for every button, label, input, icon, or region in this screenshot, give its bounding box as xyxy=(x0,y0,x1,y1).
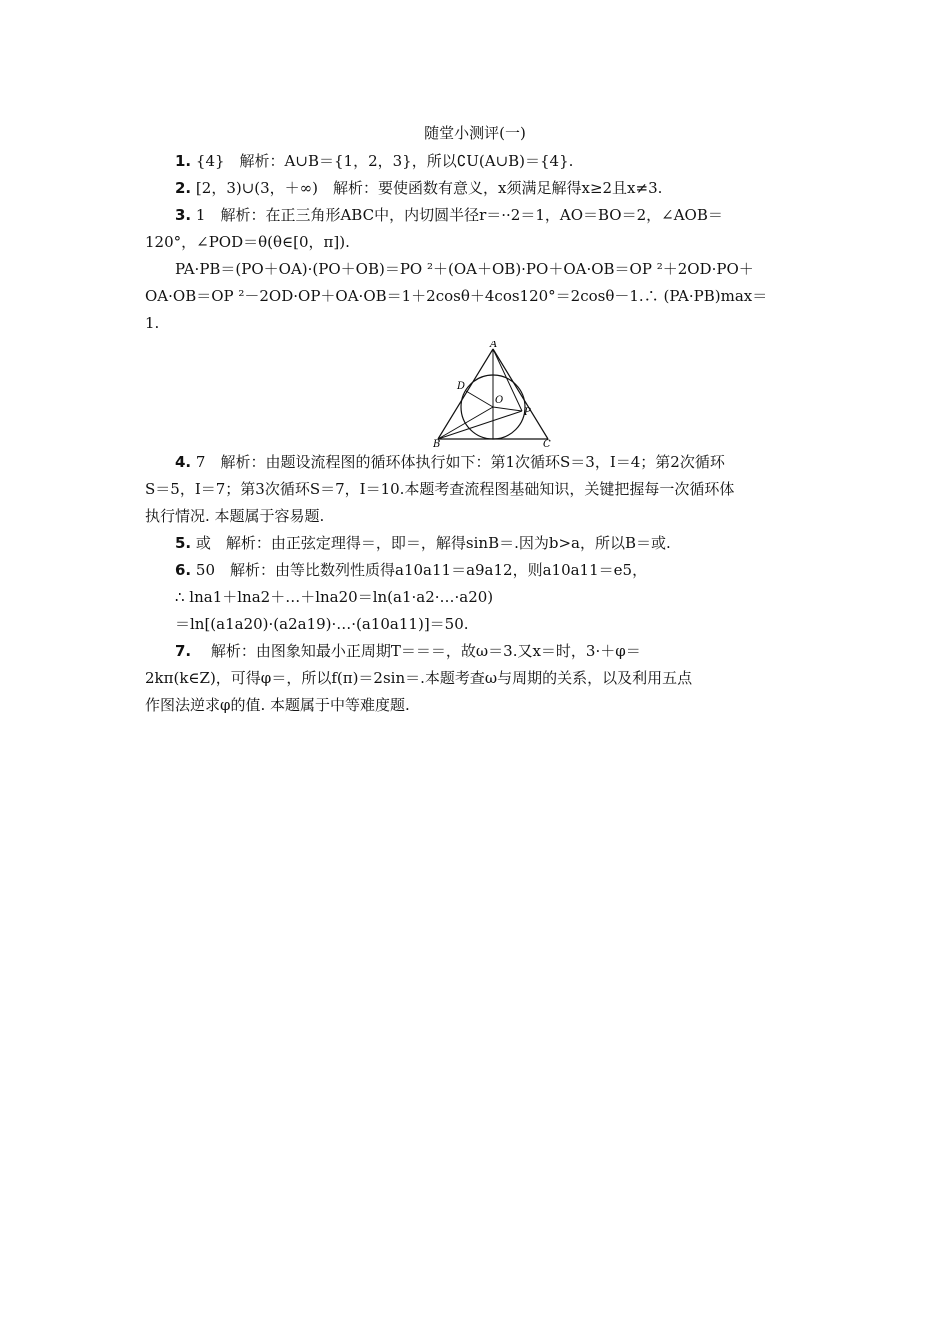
item-number: 4. xyxy=(175,453,192,471)
solution-text: 解析：由图象知最小正周期T＝＝＝，故ω＝3.又x＝时，3·＋φ＝ xyxy=(195,642,641,660)
solution-2 xyxy=(145,175,805,202)
solution-line xyxy=(145,449,805,476)
solution-line: ∴ lna1＋lna2＋…＋lna20＝ln(a1·a2·…·a20) xyxy=(175,588,494,606)
label-D: D xyxy=(457,381,466,392)
solution-text: {4} 解析：A∪B＝{1，2，3}，所以∁U(A∪B)＝{4}. xyxy=(195,152,574,170)
incircle-figure xyxy=(145,341,805,449)
solution-line: OA·OB＝OP ²－2OD·OP＋OA·OB＝1＋2cosθ＋4cos120°＝2cosθ－1.∴ (PA·PB)max＝ xyxy=(145,287,768,305)
solution-text: 50 解析：由等比数列性质得a10a11＝a9a12，则a10a11＝e5， xyxy=(195,561,648,579)
solution-line: S＝5，I＝7；第3次循环S＝7，I＝10.本题考查流程图基础知识，关键把握每一次循环体 xyxy=(145,480,735,498)
solutions-body xyxy=(145,148,805,719)
solution-line: 1. xyxy=(145,314,160,332)
solution-line xyxy=(145,638,805,665)
label-A: A xyxy=(490,341,498,350)
label-B: B xyxy=(433,439,441,449)
item-number: 3. xyxy=(175,206,192,224)
solution-3 xyxy=(145,202,805,337)
solution-text: 或 解析：由正弦定理得＝，即＝，解得sinB＝.因为b>a，所以B＝或. xyxy=(195,534,671,552)
solution-5 xyxy=(145,530,805,557)
solution-line xyxy=(145,202,805,229)
solution-line: PA·PB＝(PO＋OA)·(PO＋OB)＝PO ²＋(OA＋OB)·PO＋OA·OB＝OP ²＋2OD·PO＋ xyxy=(175,260,754,278)
solution-text: [2，3)∪(3，＋∞) 解析：要使函数有意义，x须满足解得x≥2且x≠3. xyxy=(195,179,663,197)
solution-4 xyxy=(145,449,805,530)
label-P: P xyxy=(524,407,531,418)
item-number: 2. xyxy=(175,179,192,197)
solution-7 xyxy=(145,638,805,719)
solution-line: ＝ln[(a1a20)·(a2a19)·…·(a10a11)]＝50. xyxy=(175,615,469,633)
item-number: 1. xyxy=(175,152,192,170)
item-number: 7. xyxy=(175,642,192,660)
solution-line: 2kπ(k∈Z)，可得φ＝，所以f(π)＝2sin＝.本题考查ω与周期的关系，以及利用五点 xyxy=(145,669,693,687)
solution-line: 120°，∠POD＝θ(θ∈[0，π]). xyxy=(145,233,350,251)
page-title: 随堂小测评(一) xyxy=(424,124,526,142)
item-number: 6. xyxy=(175,561,192,579)
item-number: 5. xyxy=(175,534,192,552)
solution-line xyxy=(145,557,805,584)
label-O: O xyxy=(495,395,504,406)
solution-text: 7 解析：由题设流程图的循环体执行如下：第1次循环S＝3，I＝4；第2次循环 xyxy=(195,453,725,471)
solution-1 xyxy=(145,148,805,175)
solution-line: 执行情况. 本题属于容易题. xyxy=(145,507,325,525)
triangle-incircle-diagram xyxy=(433,341,553,449)
solution-text: 1 解析：在正三角形ABC中，内切圆半径r＝··2＝1，AO＝BO＝2，∠AOB＝ xyxy=(195,206,723,224)
label-C: C xyxy=(543,439,551,449)
solution-6 xyxy=(145,557,805,638)
solution-line: 作图法逆求φ的值. 本题属于中等难度题. xyxy=(145,696,410,714)
